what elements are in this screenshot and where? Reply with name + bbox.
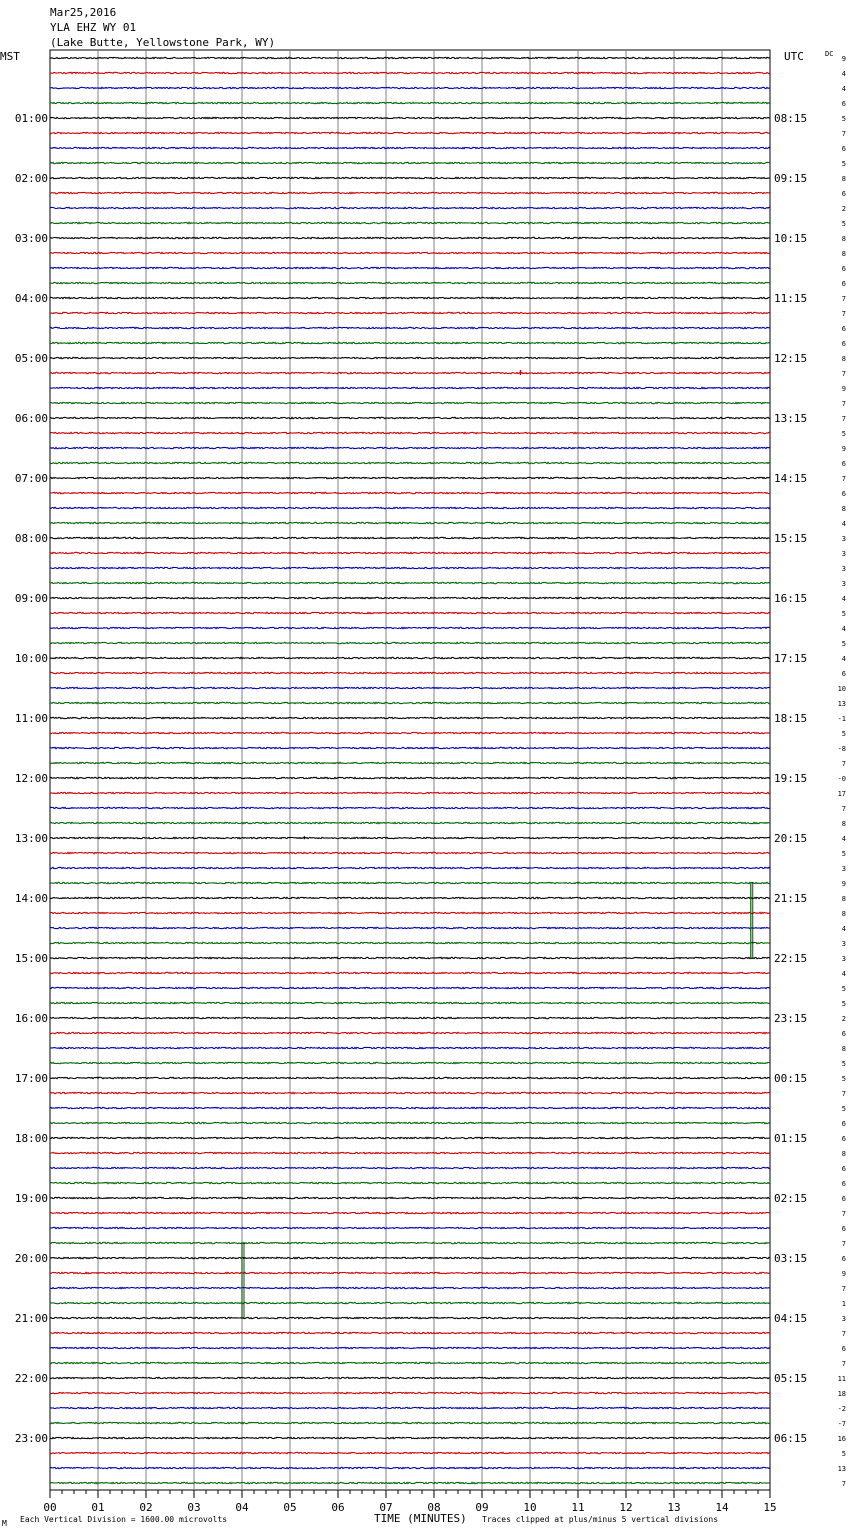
utc-label: 05:15	[774, 1372, 808, 1385]
trace-line-90	[50, 1407, 770, 1408]
mst-label: 04:00	[14, 292, 48, 305]
dc-offset-label: 8	[841, 1150, 846, 1158]
x-axis	[43, 1490, 776, 1514]
trace-line-47	[50, 762, 770, 763]
dc-offset-label: 7	[841, 400, 846, 408]
trace-line-0	[50, 57, 770, 58]
dc-offset-label: 7	[841, 1210, 846, 1218]
dc-offset-label: 7	[841, 1090, 846, 1098]
utc-label: 18:15	[774, 712, 808, 725]
dc-offset-label: 7	[841, 475, 846, 483]
x-tick-label: 12	[619, 1501, 633, 1514]
dc-offset-label: 4	[841, 595, 846, 603]
trace-line-50	[50, 807, 770, 808]
trace-line-30	[50, 507, 770, 508]
dc-offset-label: 3	[841, 550, 846, 558]
dc-offset-label: 5	[841, 1060, 846, 1068]
utc-label: 19:15	[774, 772, 808, 785]
utc-labels	[774, 112, 807, 1445]
trace-line-21	[50, 372, 770, 373]
mst-label: 12:00	[14, 772, 48, 785]
dc-offset-label: 7	[841, 370, 846, 378]
x-tick-label: 13	[667, 1501, 681, 1514]
dc-offset-label: 6	[841, 1195, 846, 1203]
x-axis-title: TIME (MINUTES)	[374, 1512, 467, 1525]
trace-line-8	[50, 177, 770, 178]
dc-offset-label: 13	[837, 700, 846, 708]
dc-offset-label: 5	[841, 850, 846, 858]
x-tick-label: 03	[187, 1501, 201, 1514]
mst-label: 11:00	[14, 712, 48, 725]
trace-line-65	[50, 1032, 770, 1033]
mst-label: 09:00	[14, 592, 48, 605]
utc-label: 20:15	[774, 832, 808, 845]
mst-label: 07:00	[14, 472, 48, 485]
trace-line-22	[50, 387, 770, 388]
trace-line-36	[50, 597, 770, 598]
dc-offset-label: 4	[841, 85, 846, 93]
trace-line-51	[50, 822, 770, 823]
left-axis-title: MST	[0, 50, 20, 63]
dc-offset-label: 5	[841, 160, 846, 168]
mst-label: 05:00	[14, 352, 48, 365]
dc-offset-label: -8	[837, 745, 846, 753]
dc-offset-label: 7	[841, 1285, 846, 1293]
dc-offset-label: 7	[841, 1360, 846, 1368]
dc-title: DC	[825, 50, 834, 58]
trace-line-17	[50, 312, 770, 313]
utc-label: 10:15	[774, 232, 808, 245]
dc-offset-label: 2	[841, 1015, 846, 1023]
x-tick-label: 08	[427, 1501, 441, 1514]
dc-offset-label: 6	[841, 1225, 846, 1233]
dc-offset-label: 18	[837, 1390, 846, 1398]
trace-line-93	[50, 1452, 770, 1453]
dc-offset-label: -2	[837, 1405, 846, 1413]
utc-label: 22:15	[774, 952, 808, 965]
trace-line-26	[50, 447, 770, 448]
trace-line-92	[50, 1437, 770, 1438]
trace-line-11	[50, 222, 770, 223]
utc-label: 13:15	[774, 412, 808, 425]
trace-line-16	[50, 297, 770, 298]
dc-offset-label: -1	[837, 715, 846, 723]
dc-offset-label: 5	[841, 1000, 846, 1008]
dc-offset-label: 5	[841, 730, 846, 738]
trace-line-19	[50, 342, 770, 343]
utc-label: 21:15	[774, 892, 808, 905]
trace-line-10	[50, 207, 770, 208]
trace-line-79	[50, 1242, 770, 1243]
utc-label: 17:15	[774, 652, 808, 665]
dc-offset-label: 3	[841, 865, 846, 873]
dc-offset-label: 6	[841, 145, 846, 153]
dc-offset-label: 6	[841, 1255, 846, 1263]
mst-label: 08:00	[14, 532, 48, 545]
dc-offset-label: 4	[841, 970, 846, 978]
dc-offset-label: 5	[841, 220, 846, 228]
utc-label: 09:15	[774, 172, 808, 185]
dc-offset-label: 9	[841, 385, 846, 393]
mst-label: 14:00	[14, 892, 48, 905]
dc-offset-label: 8	[841, 505, 846, 513]
mst-label: 16:00	[14, 1012, 48, 1025]
dc-offset-label: 7	[841, 1480, 846, 1488]
trace-line-49	[50, 792, 770, 793]
x-tick-label: 04	[235, 1501, 249, 1514]
dc-offset-label: 9	[841, 445, 846, 453]
trace-line-25	[50, 432, 770, 433]
dc-offset-label: 5	[841, 1075, 846, 1083]
dc-offset-label: 3	[841, 580, 846, 588]
trace-line-23	[50, 402, 770, 403]
dc-offset-label: 5	[841, 985, 846, 993]
dc-offset-label: 8	[841, 820, 846, 828]
trace-line-35	[50, 582, 770, 583]
dc-offset-label: 10	[837, 685, 846, 693]
trace-line-18	[50, 327, 770, 328]
trace-line-74	[50, 1167, 770, 1168]
trace-line-6	[50, 147, 770, 148]
dc-offset-label: 1	[841, 1300, 846, 1308]
dc-offset-label: 6	[841, 265, 846, 273]
trace-line-31	[50, 522, 770, 523]
mst-label: 10:00	[14, 652, 48, 665]
trace-line-94	[50, 1467, 770, 1468]
utc-label: 12:15	[774, 352, 808, 365]
mst-label: 21:00	[14, 1312, 48, 1325]
trace-line-60	[50, 957, 770, 958]
trace-line-64	[50, 1017, 770, 1018]
trace-line-78	[50, 1227, 770, 1228]
mst-label: 20:00	[14, 1252, 48, 1265]
dc-offset-label: 7	[841, 415, 846, 423]
x-tick-label: 05	[283, 1501, 297, 1514]
trace-line-77	[50, 1212, 770, 1213]
x-tick-label: 00	[43, 1501, 57, 1514]
dc-offset-label: 3	[841, 1315, 846, 1323]
x-tick-label: 10	[523, 1501, 537, 1514]
trace-line-7	[50, 162, 770, 163]
x-tick-label: 06	[331, 1501, 345, 1514]
dc-offset-label: 6	[841, 1135, 846, 1143]
trace-line-81	[50, 1272, 770, 1273]
trace-line-68	[50, 1077, 770, 1078]
trace-line-87	[50, 1362, 770, 1363]
dc-offset-label: 3	[841, 565, 846, 573]
x-tick-label: 07	[379, 1501, 393, 1514]
header-station: YLA EHZ WY 01	[50, 21, 137, 34]
x-tick-label: 01	[91, 1501, 105, 1514]
dc-offset-label: 17	[837, 790, 846, 798]
dc-offset-label: 9	[841, 55, 846, 63]
dc-offset-label: 8	[841, 250, 846, 258]
trace-line-86	[50, 1347, 770, 1348]
dc-offset-label: 4	[841, 70, 846, 78]
dc-offset-label: 6	[841, 325, 846, 333]
utc-label: 08:15	[774, 112, 808, 125]
utc-label: 03:15	[774, 1252, 808, 1265]
trace-line-57	[50, 912, 770, 913]
mst-label: 17:00	[14, 1072, 48, 1085]
trace-line-33	[50, 552, 770, 553]
trace-line-1	[50, 72, 770, 73]
dc-offset-label: 5	[841, 610, 846, 618]
trace-line-14	[50, 267, 770, 268]
trace-lines	[50, 57, 770, 1483]
mst-label: 03:00	[14, 232, 48, 245]
utc-label: 23:15	[774, 1012, 808, 1025]
trace-line-91	[50, 1422, 770, 1423]
dc-offset-label: 16	[837, 1435, 846, 1443]
trace-line-54	[50, 867, 770, 868]
dc-offset-label: 7	[841, 295, 846, 303]
utc-label: 16:15	[774, 592, 808, 605]
dc-offset-label: 4	[841, 835, 846, 843]
mst-label: 01:00	[14, 112, 48, 125]
dc-offset-label: 6	[841, 190, 846, 198]
dc-offset-label: 6	[841, 340, 846, 348]
utc-label: 14:15	[774, 472, 808, 485]
dc-offset-label: 3	[841, 535, 846, 543]
mst-label: 13:00	[14, 832, 48, 845]
trace-line-75	[50, 1182, 770, 1183]
trace-line-76	[50, 1197, 770, 1198]
dc-offset-label: 7	[841, 310, 846, 318]
trace-line-40	[50, 657, 770, 658]
dc-offset-label: 6	[841, 1030, 846, 1038]
trace-line-69	[50, 1092, 770, 1093]
right-axis-title: UTC	[784, 50, 804, 63]
dc-offset-label: 6	[841, 1180, 846, 1188]
trace-line-46	[50, 747, 770, 748]
trace-line-39	[50, 642, 770, 643]
dc-offset-label: 7	[841, 1330, 846, 1338]
dc-offset-label: 13	[837, 1465, 846, 1473]
dc-offset-label: 6	[841, 1165, 846, 1173]
dc-offset-label: 8	[841, 355, 846, 363]
dc-offset-label: 5	[841, 1450, 846, 1458]
trace-line-38	[50, 627, 770, 628]
dc-offset-label: 4	[841, 925, 846, 933]
dc-offset-label: -7	[837, 1420, 846, 1428]
trace-line-43	[50, 702, 770, 703]
trace-line-15	[50, 282, 770, 283]
utc-label: 00:15	[774, 1072, 808, 1085]
x-tick-label: 14	[715, 1501, 729, 1514]
dc-offset-label: 6	[841, 490, 846, 498]
trace-line-4	[50, 117, 770, 118]
dc-offset-label: 4	[841, 625, 846, 633]
dc-offset-label: 3	[841, 955, 846, 963]
mst-label: 15:00	[14, 952, 48, 965]
event-marks	[242, 370, 753, 1318]
trace-line-95	[50, 1482, 770, 1483]
trace-line-85	[50, 1332, 770, 1333]
clip-note: Traces clipped at plus/minus 5 vertical divisions	[482, 1515, 719, 1524]
trace-line-3	[50, 102, 770, 103]
trace-line-9	[50, 192, 770, 193]
trace-line-63	[50, 1002, 770, 1003]
dc-offset-label: 5	[841, 640, 846, 648]
dc-offset-label: 8	[841, 235, 846, 243]
trace-line-44	[50, 717, 770, 718]
trace-line-72	[50, 1137, 770, 1138]
header-location: (Lake Butte, Yellowstone Park, WY)	[50, 36, 276, 49]
dc-offset-label: -0	[837, 775, 846, 783]
trace-line-59	[50, 942, 770, 943]
trace-line-2	[50, 87, 770, 88]
trace-line-71	[50, 1122, 770, 1123]
utc-label: 01:15	[774, 1132, 808, 1145]
dc-offset-label: 3	[841, 940, 846, 948]
dc-offset-label: 5	[841, 115, 846, 123]
trace-line-32	[50, 537, 770, 538]
dc-offset-label: 9	[841, 1270, 846, 1278]
mst-label: 02:00	[14, 172, 48, 185]
dc-offset-label: 8	[841, 1045, 846, 1053]
trace-line-37	[50, 612, 770, 613]
dc-offset-label: 7	[841, 1240, 846, 1248]
dc-offset-label: 6	[841, 670, 846, 678]
trace-line-89	[50, 1392, 770, 1393]
mst-label: 22:00	[14, 1372, 48, 1385]
corner-mark: M	[2, 1519, 7, 1528]
dc-offset-label: 7	[841, 805, 846, 813]
dc-offset-label: 6	[841, 1120, 846, 1128]
trace-line-12	[50, 237, 770, 238]
mst-label: 06:00	[14, 412, 48, 425]
trace-line-34	[50, 567, 770, 568]
trace-line-66	[50, 1047, 770, 1048]
trace-line-5	[50, 132, 770, 133]
dc-offset-label: 6	[841, 1345, 846, 1353]
trace-line-73	[50, 1152, 770, 1153]
trace-line-80	[50, 1257, 770, 1258]
trace-line-61	[50, 972, 770, 973]
utc-label: 11:15	[774, 292, 808, 305]
header-date: Mar25,2016	[50, 6, 117, 19]
mst-label: 18:00	[14, 1132, 48, 1145]
dc-offset-labels	[838, 55, 846, 1488]
dc-offset-label: 5	[841, 430, 846, 438]
scale-note: Each Vertical Division = 1600.00 microvolts	[20, 1515, 228, 1524]
trace-line-67	[50, 1062, 770, 1063]
trace-line-56	[50, 897, 770, 898]
x-tick-label: 11	[571, 1501, 585, 1514]
trace-line-48	[50, 777, 770, 778]
dc-offset-label: 6	[841, 280, 846, 288]
trace-line-45	[50, 732, 770, 733]
trace-line-58	[50, 927, 770, 928]
dc-offset-label: 8	[841, 895, 846, 903]
dc-offset-label: 7	[841, 760, 846, 768]
utc-label: 06:15	[774, 1432, 808, 1445]
mst-label: 19:00	[14, 1192, 48, 1205]
dc-offset-label: 6	[841, 100, 846, 108]
utc-label: 04:15	[774, 1312, 808, 1325]
trace-line-20	[50, 357, 770, 358]
dc-offset-label: 2	[841, 205, 846, 213]
trace-line-24	[50, 417, 770, 418]
trace-line-13	[50, 252, 770, 253]
utc-label: 02:15	[774, 1192, 808, 1205]
mst-labels	[15, 112, 48, 1445]
dc-offset-label: 5	[841, 1105, 846, 1113]
x-tick-label: 09	[475, 1501, 489, 1514]
trace-line-41	[50, 672, 770, 673]
x-tick-label: 15	[763, 1501, 777, 1514]
trace-line-70	[50, 1107, 770, 1108]
trace-line-83	[50, 1302, 770, 1303]
dc-offset-label: 11	[837, 1375, 846, 1383]
dc-offset-label: 8	[841, 175, 846, 183]
trace-line-88	[50, 1377, 770, 1378]
trace-line-53	[50, 852, 770, 853]
trace-line-52	[50, 837, 770, 838]
dc-offset-label: 8	[841, 910, 846, 918]
dc-offset-label: 4	[841, 655, 846, 663]
trace-line-55	[50, 882, 770, 883]
trace-line-82	[50, 1287, 770, 1288]
dc-offset-label: 6	[841, 460, 846, 468]
dc-offset-label: 4	[841, 520, 846, 528]
x-tick-label: 02	[139, 1501, 153, 1514]
trace-line-62	[50, 987, 770, 988]
trace-line-29	[50, 492, 770, 493]
utc-label: 15:15	[774, 532, 808, 545]
dc-offset-label: 7	[841, 130, 846, 138]
trace-line-28	[50, 477, 770, 478]
trace-line-27	[50, 462, 770, 463]
trace-line-42	[50, 687, 770, 688]
trace-line-84	[50, 1317, 770, 1318]
dc-offset-label: 9	[841, 880, 846, 888]
mst-label: 23:00	[14, 1432, 48, 1445]
